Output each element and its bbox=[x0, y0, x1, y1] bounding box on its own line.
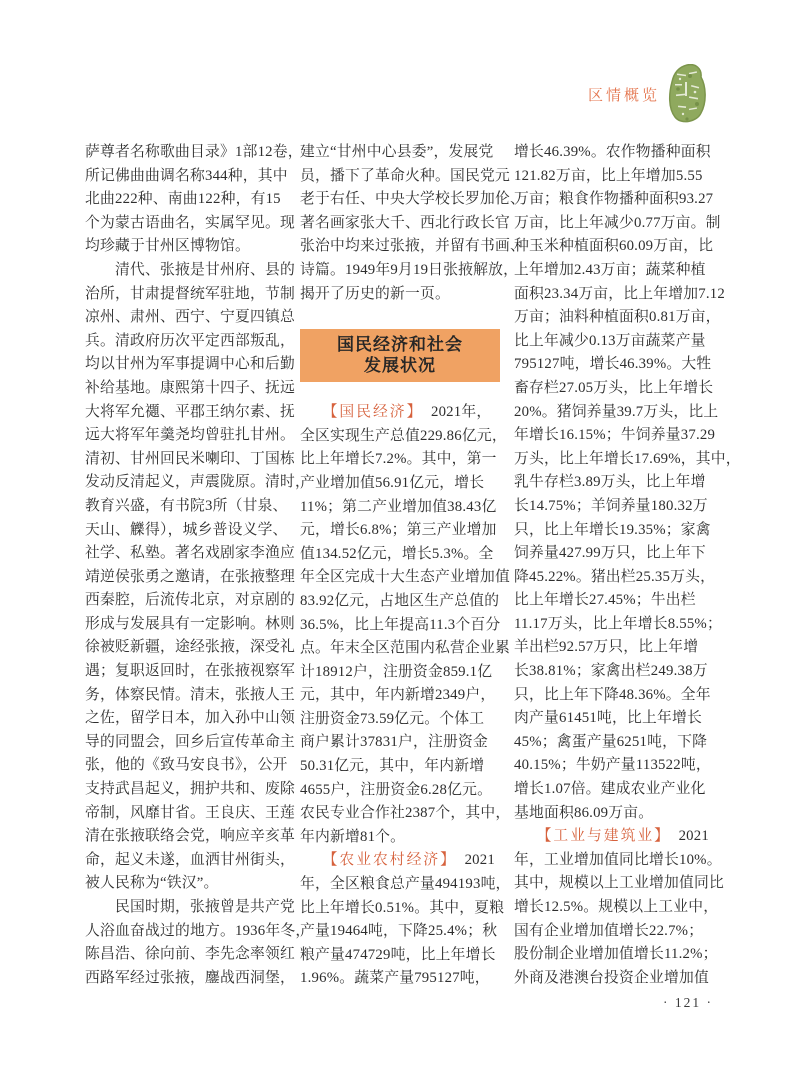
text-line: 【工业与建筑业】 2021 bbox=[544, 828, 709, 845]
text-line: 凉州、肃州、西宁、宁夏四镇总 bbox=[85, 309, 295, 326]
text-line: 揭开了历史的新一页。 bbox=[300, 285, 450, 302]
text-line: 张治中均来过张掖，并留有书画、 bbox=[300, 238, 525, 255]
text-line: 元，增长6.8%；第三产业增加 bbox=[300, 522, 497, 539]
text-line: 元，其中，年内新增2349户， bbox=[300, 687, 496, 704]
text-line: 治所，甘肃提督统军驻地，节制 bbox=[85, 285, 295, 302]
text-line: 面积23.34万亩，比上年增加7.12 bbox=[514, 285, 725, 302]
text-line: 命，起义未遂，血洒甘州街头， bbox=[85, 851, 295, 868]
text-line: 万头，比上年增长17.69%，其中， bbox=[514, 450, 741, 467]
text-line: 大将军允禵、平郡王纳尔素、抚 bbox=[85, 403, 295, 420]
text-line: 比上年增长7.2%。其中，第一 bbox=[300, 451, 497, 468]
text-line: 社学、私塾。著名戏剧家李渔应 bbox=[85, 545, 295, 562]
text-line: 只，比上年增长19.35%；家禽 bbox=[514, 521, 711, 538]
text-line: 陈昌浩、徐向前、李先念率领红 bbox=[85, 946, 295, 963]
text-line: 长14.75%；羊饲养量180.32万 bbox=[514, 497, 708, 514]
text-line: 支持武昌起义，拥护共和、废除 bbox=[85, 781, 295, 798]
text-line: 种玉米种植面积60.09万亩，比 bbox=[514, 238, 714, 255]
text-line: 万亩，比上年减少0.77万亩。制 bbox=[514, 214, 721, 231]
text-line: 农民专业合作社2387个，其中， bbox=[300, 805, 511, 822]
text-line: 点。年末全区范围内私营企业累 bbox=[300, 640, 510, 657]
text-line: 83.92亿元，占地区生产总值的 bbox=[300, 592, 500, 609]
text-line: 清代、张掖是甘州府、县的 bbox=[85, 261, 295, 278]
section-header-label: 区情概览 bbox=[588, 87, 661, 104]
text-line: 老于右任、中央大学校长罗加伦、 bbox=[300, 191, 525, 208]
text-line: 清初、甘州回民米喇印、丁国栋 bbox=[85, 450, 295, 467]
text-line: 11%；第二产业增加值38.43亿 bbox=[300, 498, 497, 515]
text-line: 建立“甘州中心县委”，发展党 bbox=[300, 144, 494, 160]
text-line: 比上年增长0.51%。其中，夏粮 bbox=[300, 899, 505, 916]
text-line: 帝制，风靡甘省。王良庆、王莲 bbox=[85, 804, 295, 821]
section-label: 【农业农村经济】 bbox=[330, 852, 450, 869]
text-line: 粮产量474729吨，比上年增长 bbox=[300, 946, 496, 963]
text-line: 年，全区粮食总产量494193吨， bbox=[300, 876, 511, 893]
text-line: 遇；复职返回时，在张掖视察军 bbox=[85, 663, 295, 680]
text-line: 畜存栏27.05万头，比上年增长 bbox=[514, 379, 714, 396]
text-line: 【农业农村经济】 2021 bbox=[330, 852, 495, 869]
text-line: 值134.52亿元，增长5.3%。全 bbox=[300, 545, 494, 562]
text-line: 产业增加值56.91亿元，增长 bbox=[300, 474, 485, 491]
text-line: 增长46.39%。农作物播种面积 bbox=[514, 144, 711, 160]
text-line: 发动反清起义，声震陇原。清时， bbox=[85, 474, 310, 491]
text-line: 之佐，留学日本，加入孙中山领 bbox=[85, 710, 295, 727]
text-line: 降45.22%。猪出栏25.35万头， bbox=[514, 568, 716, 585]
text-line: 被人民称为“铁汉”。 bbox=[85, 875, 219, 892]
text-line: 西路军经过张掖，鏖战西洞堡， bbox=[85, 969, 295, 986]
text-column-2 bbox=[300, 141, 525, 991]
text-line: 个为蒙古语曲名，实属罕见。现 bbox=[85, 214, 295, 231]
column-2-lower-text bbox=[300, 401, 511, 991]
text-line: 补给基地。康熙第十四子、抚远 bbox=[85, 379, 295, 396]
section-heading-line2: 发展状况 bbox=[364, 356, 436, 376]
text-line: 产量19464吨，下降25.4%；秋 bbox=[300, 923, 498, 940]
text-line: 萨尊者名称歌曲目录》1部12卷， bbox=[85, 144, 303, 160]
section-heading-line1: 国民经济和社会 bbox=[337, 335, 463, 355]
text-line: 西秦腔，后流传北京，对京剧的 bbox=[85, 592, 295, 609]
text-line: 外商及港澳台投资企业增加值 bbox=[514, 969, 709, 986]
text-line: 45%；禽蛋产量6251吨，下降 bbox=[514, 733, 708, 750]
section-label: 【工业与建筑业】 bbox=[544, 828, 664, 845]
text-line: 其中，规模以上工业增加值同比 bbox=[514, 875, 724, 892]
text-line: 徐被贬新疆，途经张掖，深受礼 bbox=[85, 639, 295, 656]
text-line: 北曲222种、南曲122种，有15 bbox=[85, 191, 281, 208]
text-line: 上年增加2.43万亩；蔬菜种植 bbox=[514, 261, 706, 278]
text-line: 务，体察民情。清末，张掖人王 bbox=[85, 686, 295, 703]
text-line: 人浴血奋战过的地方。1936年冬， bbox=[85, 922, 311, 939]
text-line: 员，播下了革命火种。国民党元 bbox=[300, 167, 510, 184]
text-line: 远大将军年羹尧均曾驻扎甘州。 bbox=[85, 427, 295, 444]
text-line: 所记佛曲曲调名称344种，其中 bbox=[85, 167, 288, 184]
text-line: 注册资金73.59亿元。个体工 bbox=[300, 710, 485, 727]
text-line: 50.31亿元，其中，年内新增 bbox=[300, 758, 485, 775]
text-line: 民国时期，张掖曾是共产党 bbox=[85, 899, 295, 915]
text-line: 基地面积86.09万亩。 bbox=[514, 804, 654, 821]
text-line: 万亩；油料种植面积0.81万亩， bbox=[514, 309, 721, 326]
text-line: 股份制企业增加值增长11.2%； bbox=[514, 946, 718, 963]
text-line: 万亩；粮食作物播种面积93.27 bbox=[514, 191, 714, 208]
text-line: 全区实现生产总值229.86亿元， bbox=[300, 427, 507, 444]
text-line: 诗篇。1949年9月19日张掖解放， bbox=[300, 261, 519, 278]
text-line: 天山、觻得），城乡普设义学、 bbox=[85, 521, 288, 538]
text-line: 121.82万亩，比上年增加5.55 bbox=[514, 167, 703, 184]
column-2-upper-text bbox=[300, 141, 525, 306]
section-label: 【国民经济】 bbox=[330, 404, 416, 421]
seal-stamp-icon bbox=[667, 64, 709, 124]
text-line: 比上年减少0.13万亩蔬菜产量 bbox=[514, 332, 706, 349]
text-column-3 bbox=[514, 141, 741, 990]
text-line: 年内新增81个。 bbox=[300, 828, 406, 845]
text-line: 导的同盟会，回乡后宣传革命主 bbox=[85, 733, 295, 750]
text-line: 计18912户，注册资金859.1亿 bbox=[300, 663, 493, 680]
text-line: 张，他的《致马安良书》，公开 bbox=[85, 757, 288, 774]
text-line: 增长1.07倍。建成农业产业化 bbox=[514, 781, 706, 798]
text-line: 肉产量61451吨，比上年增长 bbox=[514, 710, 702, 727]
text-line: 40.15%；牛奶产量113522吨， bbox=[514, 757, 711, 774]
text-line: 乳牛存栏3.89万头，比上年增 bbox=[514, 474, 706, 491]
text-line: 年全区完成十大生态产业增加值 bbox=[300, 569, 510, 586]
text-line: 著名画家张大千、西北行政长官 bbox=[300, 214, 510, 231]
text-line: 羊出栏92.57万只，比上年增 bbox=[514, 639, 699, 656]
text-line: 795127吨，增长46.39%。大牲 bbox=[514, 356, 712, 373]
text-line: 11.17万头，比上年增长8.55%； bbox=[514, 615, 722, 632]
text-line: 靖逆侯张勇之邀请，在张掖整理 bbox=[85, 568, 295, 585]
text-line: 只，比上年下降48.36%。全年 bbox=[514, 686, 711, 703]
text-line: 4655户，注册资金6.28亿元。 bbox=[300, 781, 493, 798]
text-line: 形成与发展具有一定影响。林则 bbox=[85, 615, 295, 632]
text-line: 增长12.5%。规模以上工业中， bbox=[514, 899, 719, 915]
text-line: 饲养量427.99万只，比上年下 bbox=[514, 545, 706, 562]
text-line: 20%。猪饲养量39.7万头，比上 bbox=[514, 403, 719, 420]
text-line: 36.5%，比上年提高11.3个百分 bbox=[300, 616, 501, 633]
page-number: · 121 · bbox=[663, 995, 713, 1010]
text-line: 【国民经济】 2021年， bbox=[330, 404, 492, 421]
text-line: 比上年增长27.45%；牛出栏 bbox=[514, 592, 696, 609]
text-line: 年，工业增加值同比增长10%。 bbox=[514, 851, 722, 868]
section-heading-box bbox=[300, 329, 500, 382]
text-line: 均以甘州为军事提调中心和后勤 bbox=[85, 356, 295, 373]
text-line: 教育兴盛，有书院3所（甘泉、 bbox=[85, 497, 288, 514]
text-line: 均珍藏于甘州区博物馆。 bbox=[85, 238, 250, 255]
text-line: 清在张掖联络会党，响应辛亥革 bbox=[85, 828, 295, 845]
text-line: 商户累计37831户，注册资金 bbox=[300, 734, 488, 751]
text-line: 年增长16.15%；牛饲养量37.29 bbox=[514, 427, 716, 444]
text-line: 国有企业增加值增长22.7%； bbox=[514, 922, 704, 939]
text-line: 长38.81%；家禽出栏249.38万 bbox=[514, 663, 708, 680]
text-column-1 bbox=[85, 141, 311, 990]
text-line: 1.96%。蔬菜产量795127吨， bbox=[300, 970, 490, 987]
text-line: 兵。清政府历次平定西部叛乱， bbox=[85, 332, 295, 349]
